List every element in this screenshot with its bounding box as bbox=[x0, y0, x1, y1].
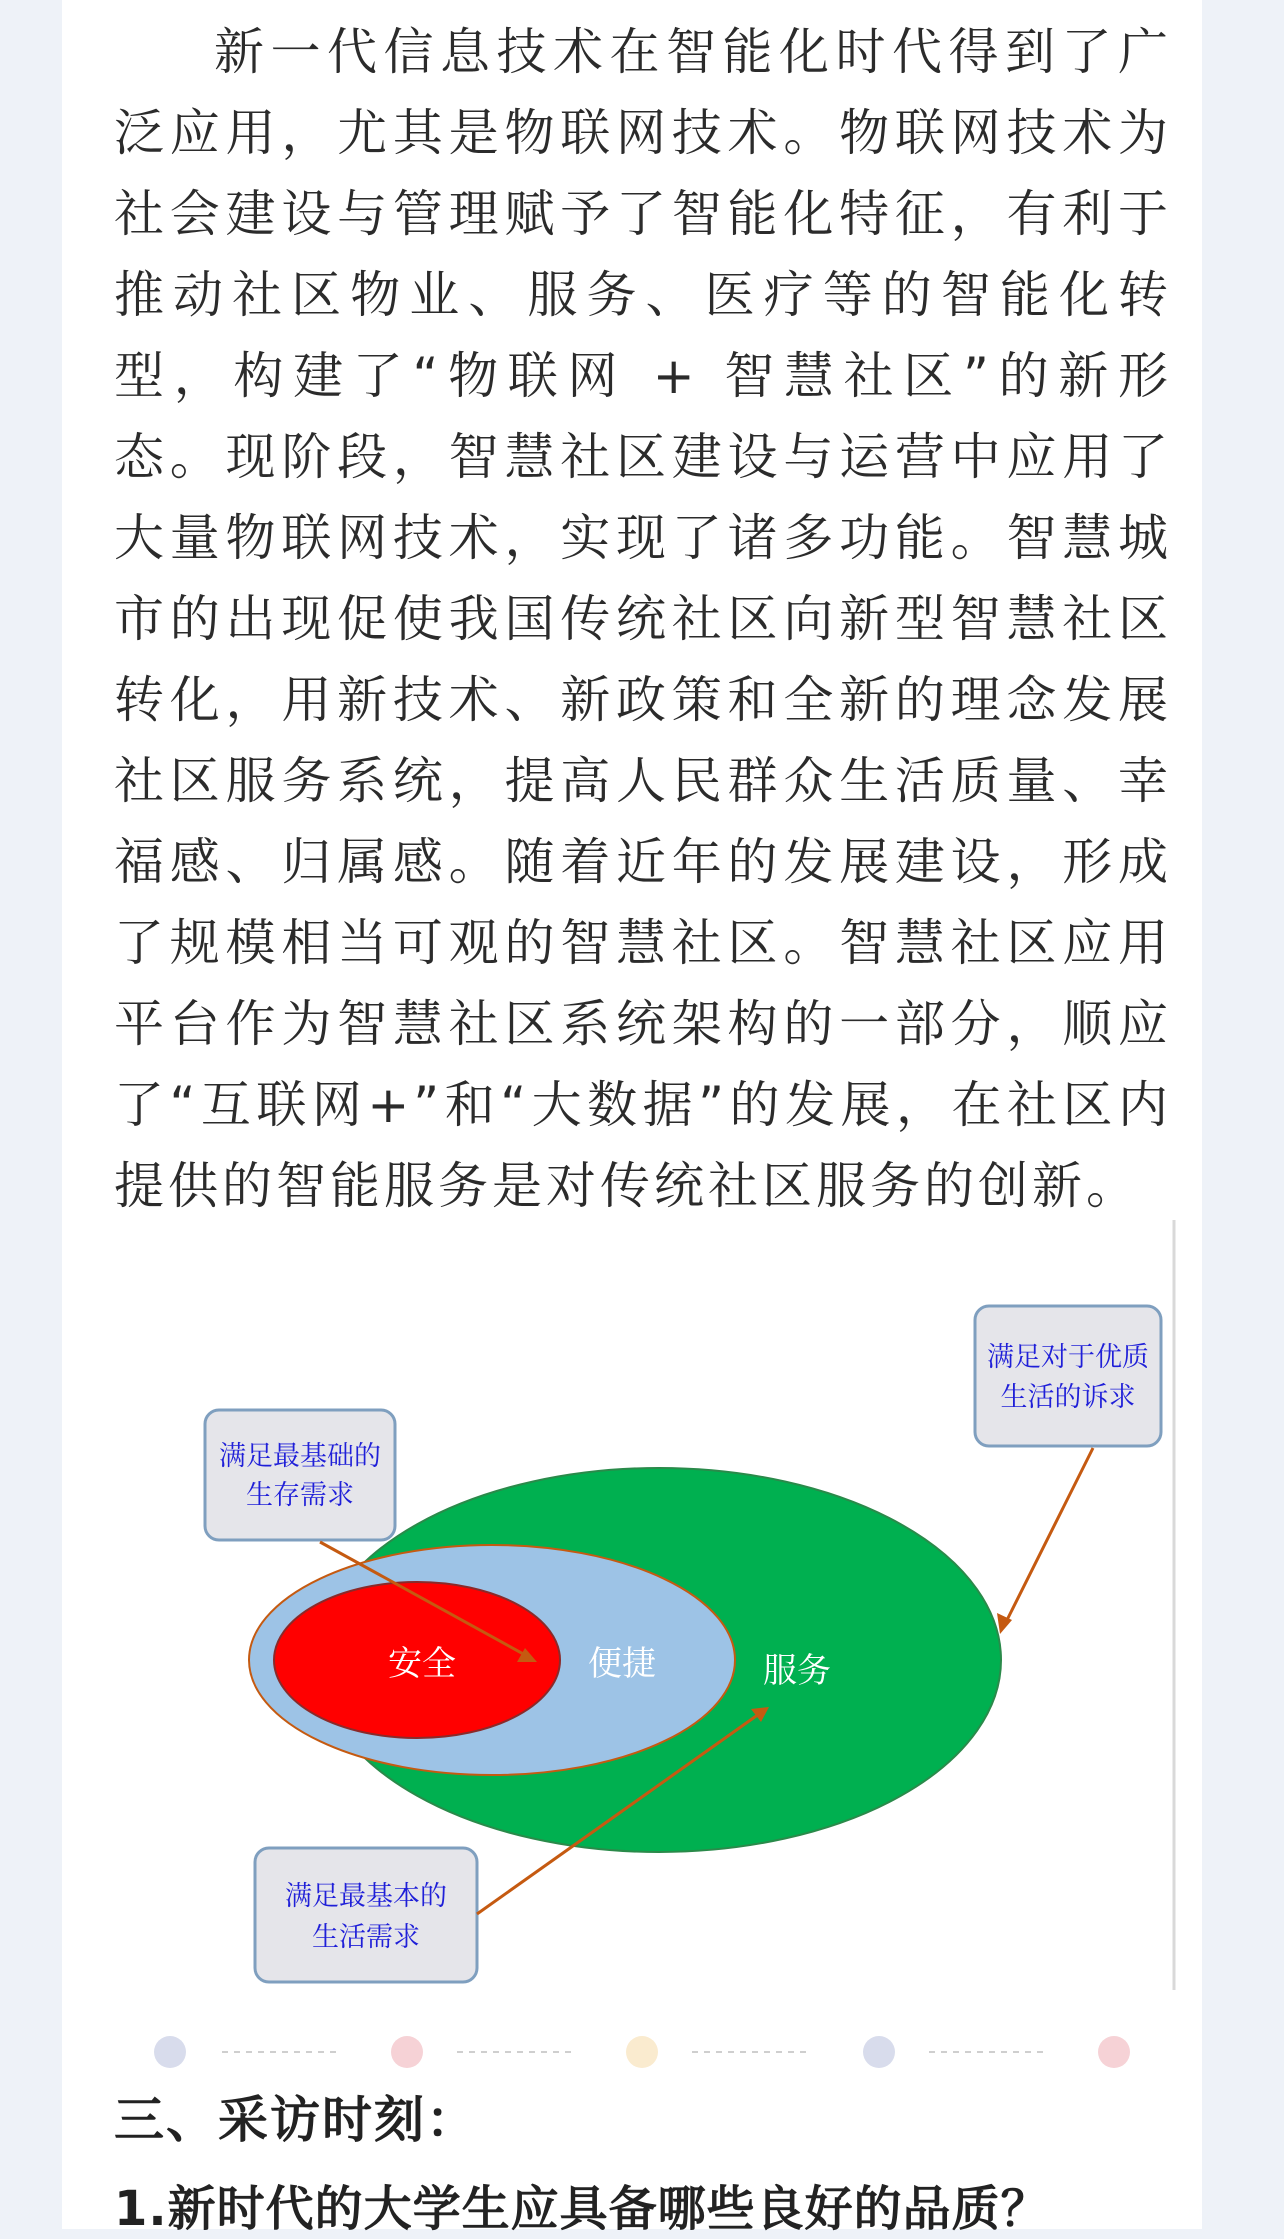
interview-question: 1.新时代的大学生应具备哪些良好的品质？ bbox=[114, 2181, 1050, 2237]
callout-living-line2: 生活需求 bbox=[312, 1922, 420, 1953]
section-divider bbox=[152, 2030, 1192, 2074]
callout-quality-life bbox=[975, 1306, 1161, 1446]
article-paragraph: 新一代信息技术在智能化时代得到了广泛应用，尤其是物联网技术。物联网技术为社会建设与管理赋予了智能化特征，有利于推动社区物业、服务、医疗等的智能化转型，构建了“物联网 + 智慧社区”的新形态。现阶段，智慧社区建设与运营中应用了大量物联网技术，实现了诸多功能。智慧城市的出现促使我国传统社区向新型智慧社区转化，用新技术、新政策和全新的理念发展社区服务系统，提高人民群众生活质量、幸福感、归属感。随着近年的发展建设，形成了规模相当可观的智慧社区。智慧社区应用平台作为智慧社区系统架构的一部分，顺应了“互联网+”和“大数据”的发展，在社区内提供的智能服务是对传统社区服务的创新。 bbox=[114, 23, 1172, 1215]
divider-dot bbox=[391, 2036, 423, 2068]
divider-dot bbox=[1098, 2036, 1130, 2068]
callout-quality-line1: 满足对于优质 bbox=[987, 1342, 1149, 1373]
divider-dot bbox=[154, 2036, 186, 2068]
section-heading: 三、采访时刻： bbox=[114, 2091, 478, 2149]
smart-community-diagram bbox=[117, 1220, 1177, 1990]
article-page bbox=[62, 0, 1202, 2237]
divider-dot bbox=[626, 2036, 658, 2068]
callout-basic-line1: 满足最基础的 bbox=[219, 1441, 381, 1472]
convenience-label: 便捷 bbox=[588, 1644, 656, 1684]
divider-dot bbox=[863, 2036, 895, 2068]
callout-basic-line2: 生存需求 bbox=[246, 1480, 354, 1511]
callout-basic-survival bbox=[205, 1410, 395, 1540]
callout-living-line1: 满足最基本的 bbox=[285, 1881, 447, 1912]
service-label: 服务 bbox=[763, 1651, 831, 1691]
callout-quality-line2: 生活的诉求 bbox=[1000, 1382, 1136, 1413]
callout-basic-living bbox=[255, 1848, 477, 1982]
safety-label: 安全 bbox=[388, 1644, 456, 1684]
